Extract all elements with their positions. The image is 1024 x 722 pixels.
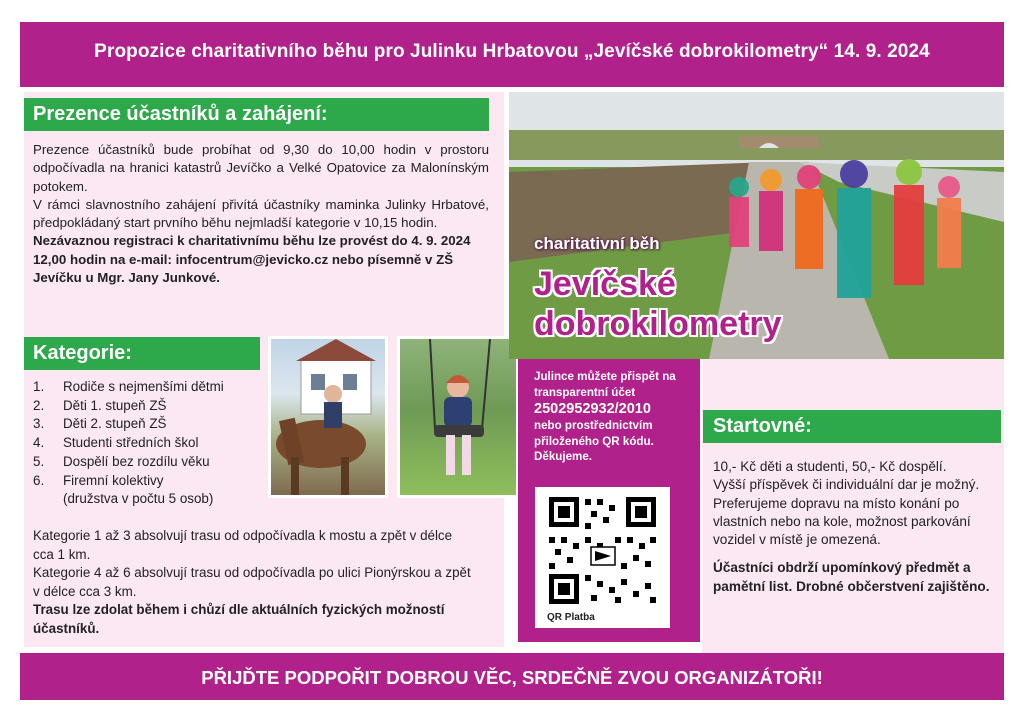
category-item: 1. Rodiče s nejmenšími dětmi — [33, 379, 224, 394]
presence-section — [33, 141, 489, 287]
qr-code-graphic — [535, 487, 670, 612]
swing-photo-illustration — [400, 339, 516, 495]
donation-thanks: Děkujeme. — [534, 450, 592, 464]
fee-donation-note: Vyšší příspěvek či individuální dar je možný. — [713, 477, 980, 493]
category-item: 5. Dospělí bez rozdílu věku — [33, 453, 210, 469]
transport-note: Preferujeme dopravu na místo konání po vlastních nebo na kole, možnost parkování vozidel v místě je omezená. — [713, 495, 971, 548]
donation-line-2: nebo prostřednictvím přiloženého QR kódu. — [534, 419, 654, 448]
route-1-3: Kategorie 1 až 3 absolvují trasu od odpočívadla k mostu a zpět v délce cca 1 km. — [33, 528, 453, 562]
hero-title — [534, 264, 781, 344]
category-item: 6. Firemní kolektivy — [33, 472, 164, 488]
categories-list — [33, 378, 263, 509]
category-item: 4. Studenti středních škol — [33, 435, 199, 451]
qr-code-icon — [535, 487, 670, 628]
category-item: 3. Děti 2. stupeň ZŠ — [33, 416, 167, 432]
categories-heading: Kategorie: — [24, 337, 260, 370]
route-note: Trasu lze zdolat během i chůzí dle aktuálních fyzických možností účastníků. — [33, 602, 445, 636]
route-info — [33, 527, 473, 638]
hero-image — [509, 92, 1004, 359]
photo-child-on-horse — [268, 336, 388, 498]
fee-section — [713, 458, 998, 596]
title-bar — [20, 22, 1004, 87]
photo-child-on-swing — [397, 336, 519, 498]
qr-label: QR Platba — [547, 612, 595, 623]
route-4-6: Kategorie 4 až 6 absolvují trasu od odpočívadla po ulici Pionýrskou a zpět v délce cca 3 km. — [33, 565, 471, 599]
horse-photo-illustration — [271, 339, 385, 495]
registration-note: Nezávaznou registraci k charitativnímu běhu lze provést do 4. 9. 2024 12,00 hodin na e-mail: infocentrum@jevicko.cz nebo písemně v ZŠ Jevíčku u Mgr. Jany Junkové. — [33, 233, 471, 286]
presence-paragraph-2: V rámci slavnostního zahájení přivítá účastníky maminka Julinky Hrbatové, předpokládaný start prvního běhu nejmladší kategorie v 10,15 hodin. — [33, 196, 489, 231]
presence-paragraph-1: Prezence účastníků bude probíhat od 9,30 do 10,00 hodin v prostoru odpočívadla na hranici katastrů Jevíčko a Velké Opatovice za Malonínským potokem. — [33, 142, 489, 194]
footer-bar — [20, 653, 1004, 700]
fee-prices: 10,- Kč děti a studenti, 50,- Kč dospělí. — [713, 459, 947, 474]
bank-account: 2502952932/2010 — [534, 401, 651, 418]
participant-gifts: Účastníci obdrží upomínkový předmět a pamětní list. Drobné občerstvení zajištěno. — [713, 560, 990, 594]
fee-heading: Startovné: — [703, 410, 1001, 443]
hero-subtitle: charitativní běh — [534, 234, 660, 253]
donation-text — [534, 369, 694, 465]
hero-title-line-2: dobrokilometry — [534, 305, 782, 343]
donation-line-1: Julince můžete přispět na transparentní účet — [534, 370, 676, 399]
presence-heading: Prezence účastníků a zahájení: — [24, 98, 489, 131]
category-item-note: (družstva v počtu 5 osob) — [63, 491, 214, 507]
category-item: 2. Děti 1. stupeň ZŠ — [33, 397, 167, 413]
footer-invitation: PŘIJĎTE PODPOŘIT DOBROU VĚC, SRDEČNĚ ZVOU ORGANIZÁTOŘI! — [201, 667, 823, 688]
poster-title: Propozice charitativního běhu pro Julinku Hrbatovou „Jevíčské dobrokilometry“ 14. 9. 2024 — [94, 41, 930, 62]
hero-title-line-1: Jevíčské — [534, 265, 676, 303]
